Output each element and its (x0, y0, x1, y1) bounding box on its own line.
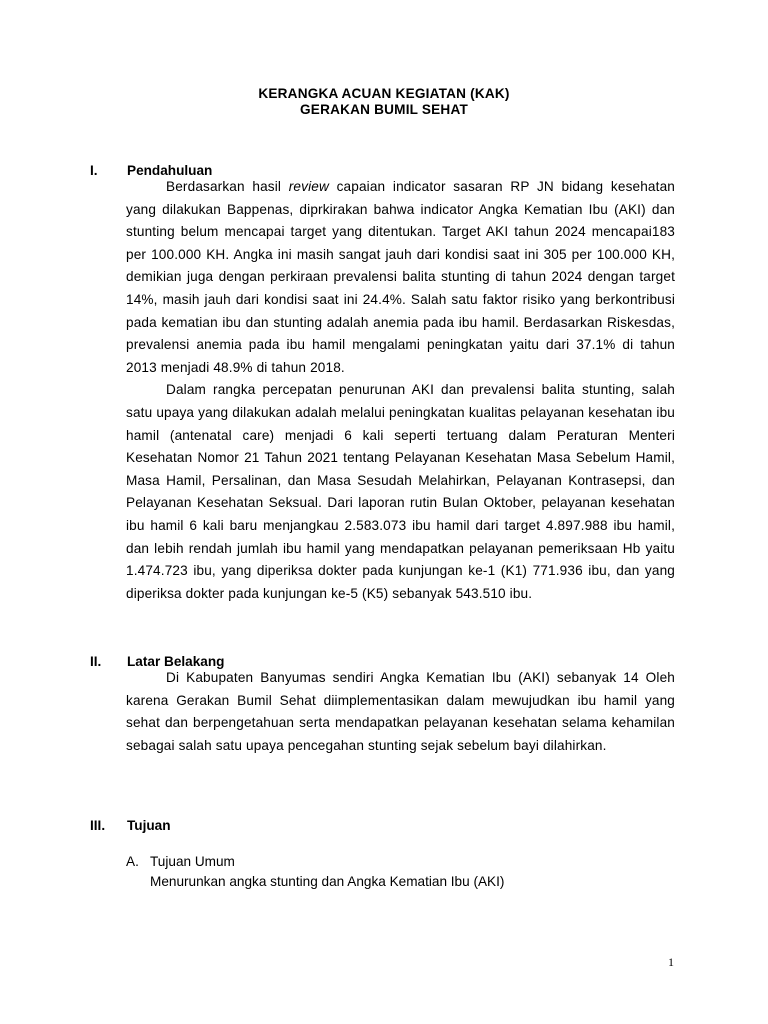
section-title: Tujuan (127, 818, 171, 833)
section-body-latar-belakang (126, 667, 675, 757)
page-number: 1 (668, 955, 674, 969)
title-line-2: GERAKAN BUMIL SEHAT (300, 102, 468, 117)
section-number: I. (90, 163, 98, 178)
section-number: III. (90, 818, 106, 833)
section-body-pendahuluan (126, 176, 675, 605)
paragraph: Dalam rangka percepatan penurunan AKI dan prevalensi balita stunting, salah satu upaya yang dilakukan adalah melalui peningkatan kualitas pelayanan kesehatan ibu hamil (antenatal care) menjadi 6 kali seperti tertuang dalam Peraturan Menteri Kesehatan Nomor 21 Tahun 2021 tentang Pelayanan Kesehatan Masa Sebelum Hamil, Masa Hamil, Persalinan, dan Masa Sesudah Melahirkan, Pelayanan Kontrasepsi, dan Pelayanan Kesehatan Seksual. Dari laporan rutin Bulan Oktober, pelayanan kesehatan ibu hamil 6 kali baru menjangkau 2.583.073 ibu hamil dari target 4.897.988 ibu hamil, dan lebih rendah jumlah ibu hamil yang mendapatkan pelayanan pemeriksaan Hb yaitu 1.474.723 ibu, yang diperiksa dokter pada kunjungan ke-1 (K1) 771.936 ibu, dan yang diperiksa dokter pada kunjungan ke-5 (K5) sebanyak 543.510 ibu. (126, 382, 675, 601)
subsection-letter: A. (126, 854, 139, 869)
title-line-1: KERANGKA ACUAN KEGIATAN (KAK) (258, 86, 510, 101)
paragraph: Berdasarkan hasil review capaian indicator sasaran RP JN bidang kesehatan yang dilakukan Bappenas, diprkirakan bahwa indicator Angka Kematian Ibu (AKI) dan stunting belum mencapai target yang ditentukan. Target AKI tahun 2024 mencapai183 per 100.000 KH. Angka ini masih sangat jauh dari kondisi saat ini 305 per 100.000 KH, demikian juga dengan perkiraan prevalensi balita stunting di tahun 2024 dengan target 14%, masih jauh dari kondisi saat ini 24.4%. Salah satu faktor risiko yang berkontribusi pada kematian ibu dan stunting adalah anemia pada ibu hamil. Berdasarkan Riskesdas, prevalensi anemia pada ibu hamil mengalami peningkatan yaitu dari 37.1% di tahun 2013 menjadi 48.9% di tahun 2018. (126, 179, 675, 375)
subsection-title: Tujuan Umum (150, 854, 235, 869)
subsection-description: Menurunkan angka stunting dan Angka Kematian Ibu (AKI) (150, 874, 505, 889)
section-title: Latar Belakang (127, 654, 225, 669)
italic-term: review (288, 179, 329, 194)
section-title: Pendahuluan (127, 163, 213, 178)
document-title (0, 86, 768, 118)
subsection-heading-tujuan-umum (126, 853, 235, 870)
section-number: II. (90, 654, 102, 669)
paragraph: Di Kabupaten Banyumas sendiri Angka Kematian Ibu (AKI) sebanyak 14 Oleh karena Gerakan Bumil Sehat diimplementasikan dalam mewujudkan ibu hamil yang sehat dan berpengetahuan serta mendapatkan pelayanan kesehatan selama kehamilan sebagai salah satu upaya pencegahan stunting sejak sebelum bayi dilahirkan. (126, 670, 675, 753)
